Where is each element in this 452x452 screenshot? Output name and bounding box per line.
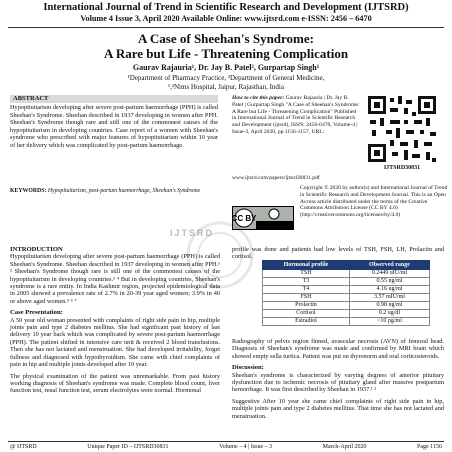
table-cell: TSH: [263, 270, 350, 278]
abstract-heading: ABSTRACT: [10, 95, 218, 103]
table-cell: 3.57 mIU/ml: [349, 294, 429, 302]
affiliation-line-2: ¹,²Nims Hospital, Jaipur, Rajasthan, India: [168, 83, 284, 91]
keywords-label: KEYWORDS:: [10, 188, 47, 194]
table-cell: FSH: [263, 294, 350, 302]
page-footer: [10, 443, 442, 451]
paper-id-label: IJTSRD30831: [383, 165, 421, 171]
authors: Gaurav Rajauria¹, Dr. Jay B. Patel², Gurpartap Singh¹: [132, 63, 320, 72]
case-paragraph-2: The physical examination of the patient was unremarkable. From past history working diagnosis of Sheehan's syndrome was made. Complete blood count, liver function test, renal function test, serum electrolytes were normal. Hormonal: [10, 372, 220, 395]
right-column: [232, 338, 444, 420]
discussion-heading: Discussion:: [232, 364, 264, 372]
footer-divider: [8, 441, 444, 442]
qr-code-icon: [366, 94, 438, 164]
copyright-text: Copyright © 2020 by author(s) and International Journal of Trend in Scientific Research and Development Journal. This is an Open Access article distributed under the terms of the Creative Commons Attribution License (CC BY 4.0) (http://creativecommons.org/licenses/by/4.0): [300, 185, 448, 219]
case-heading: Case Presentation:: [10, 309, 63, 317]
table-row: [263, 302, 430, 310]
footer-paper-id: Unique Paper ID – IJTSRD30831: [87, 444, 169, 450]
table-cell: T4: [263, 286, 350, 294]
table-header-range: Observed range: [349, 261, 429, 270]
abstract-text: Hypopituitarism developing after severe post-partum haemorrhage (PPH) is called Sheehan's Syndrome. Sheehan described in 1937 developing in women after PPH. Sheehan's Syndrome though rare and still one of the commonest causes of the hypopituitarism in developing countries. Case report of a women with Sheehan's syndrome who prescribed with major features of hypopituitarism within 10 year of her delivery which was complicated by post-partum haemorrhage.: [10, 104, 218, 149]
table-cell: 0.2449 uIU/ml: [349, 270, 429, 278]
citation-url[interactable]: www.ijtsrd.com/papers/ijtsrd30831.pdf: [232, 175, 320, 181]
table-cell: 0.55 ng/ml: [349, 278, 429, 286]
table-cell: <10 pg/ml: [349, 318, 429, 326]
cc-badge-mark: CC BY: [232, 214, 257, 223]
table-cell: Prolactin: [263, 302, 350, 310]
table-row: [263, 286, 430, 294]
affiliation-line-1: ¹Department of Pharmacy Practice, ²Department of General Medicine,: [127, 74, 325, 82]
table-header-row: [263, 261, 430, 270]
title-line-2: A Rare but Life - Threatening Complication: [103, 46, 349, 61]
header-divider: [8, 27, 444, 28]
footer-journal: @ IJTSRD: [10, 444, 37, 450]
introduction-text: Hypopituitarism developing after severe post-partum haemorrhage (PPH) is called Sheehan's Syndrome. Sheehan described in 1937 developing in women after PPH.¹ ² Sheehan's Syndrome though rare is still one of the commonest causes of the hypopituitarism in developing countries.³ ⁴ But in developing countries, Sheehan's syndrome is a rare entity. In India Kashmir region, projected epidemiological data in 2005 showed a prevalence rate of 2.7% in 20-39 year aged women; 3.9% in 40 or above aged women.⁵ ⁶ ⁷: [10, 253, 220, 305]
footer-volume: Volume – 4 | Issue – 3: [219, 444, 273, 450]
hormonal-profile-table: [262, 260, 430, 326]
table-row: [263, 318, 430, 326]
table-cell: T3: [263, 278, 350, 286]
table-cell: 0.98 ng/ml: [349, 302, 429, 310]
table-header-hormone: Hormonal profile: [263, 261, 350, 270]
radiography-text: Radiography of pelvis region finned, avascular necrosis (AVN) of femoral head. Diagnosis of Sheehan's syndrome was made and confirmed by MRI brain which showed empty sella turtica. Patient was put on thyronorm and oral corticosteroids.: [232, 338, 444, 360]
table-cell: Cortisol: [263, 310, 350, 318]
journal-name: International Journal of Trend in Scientific Research and Development (IJTSRD): [43, 2, 409, 13]
volume-line: Volume 4 Issue 3, April 2020 Available Online: www.ijtsrd.com e-ISSN: 2456 – 6470: [80, 14, 372, 23]
introduction-heading: INTRODUCTION: [10, 246, 63, 253]
table-row: [263, 294, 430, 302]
journal-header: [0, 2, 452, 24]
paper-title: [0, 31, 452, 61]
citation-text: Gaurav Rajauria | Dr. Jay B. Patel | Gurpartap Singh "A Case of Sheehan's Syndrome: A Rare but Life - Threatening Complication" Published in International Journal of Trend in Scientific Research and Development (ijtsrd), ISSN: 2456-6470, Volume-4 | Issue-3, April 2020, pp.1156-1157, URL:: [232, 95, 360, 135]
keywords: [10, 188, 220, 195]
title-line-1: A Case of Sheehan's Syndrome:: [137, 31, 314, 46]
footer-date: March-April 2020: [322, 444, 367, 450]
keywords-text: Hypopituitarism, post-partum haemorrhage, Sheehan's Syndrome: [47, 188, 201, 194]
citation-lead: How to cite this paper:: [232, 95, 285, 101]
discussion-text: Sheehan's syndrome is characterized by varying degrees of anterior pituitary dysfunction due to ischemic necrosis of pituitary gland after massive postpartum hemorrhage. It was first described by Sheehan in 1937.¹ ²: [232, 371, 444, 394]
table-cell: 0.2 ug/dl: [349, 310, 429, 318]
right-column-lead: profile was done and patients had low levels of TSH, FSH, LH, Prolactin and cortisol.: [232, 246, 444, 261]
table-cell: 4.16 ug/ml: [349, 286, 429, 294]
watermark-text: IJTSRD: [170, 228, 215, 238]
table-row: [263, 310, 430, 318]
table-row: [263, 270, 430, 278]
left-column: [10, 246, 220, 395]
affiliations: [0, 74, 452, 92]
footer-page: Page 1156: [417, 444, 442, 450]
table-row: [263, 278, 430, 286]
table-cell: Estradiol: [263, 318, 350, 326]
discussion-text-2: Suggestive After 10 year she came chief complaints of right side pain in hip, multiple joints pain and type 2 diabetes mellitus. That time she has not lactated and menstruation.: [232, 397, 444, 420]
citation-block: [232, 95, 360, 136]
case-paragraph-1: A 50 year old woman presented with complaints of right side pain in hip, multiple joints pain and type 2 diabetes mellitus. She had significant past history of last delivery 10 year back which was complicated by severe post-partum haemorrhage (PPH). The patient shifted in intensive care unit & received 2 blood transfusions. Then she has not lactated and menstruation. She had developed irritability, forget fullness and diagnosed with hypothyroidism. She came with chief complaints of pain in hip and multiple joints developed after 10 year.: [10, 316, 220, 369]
